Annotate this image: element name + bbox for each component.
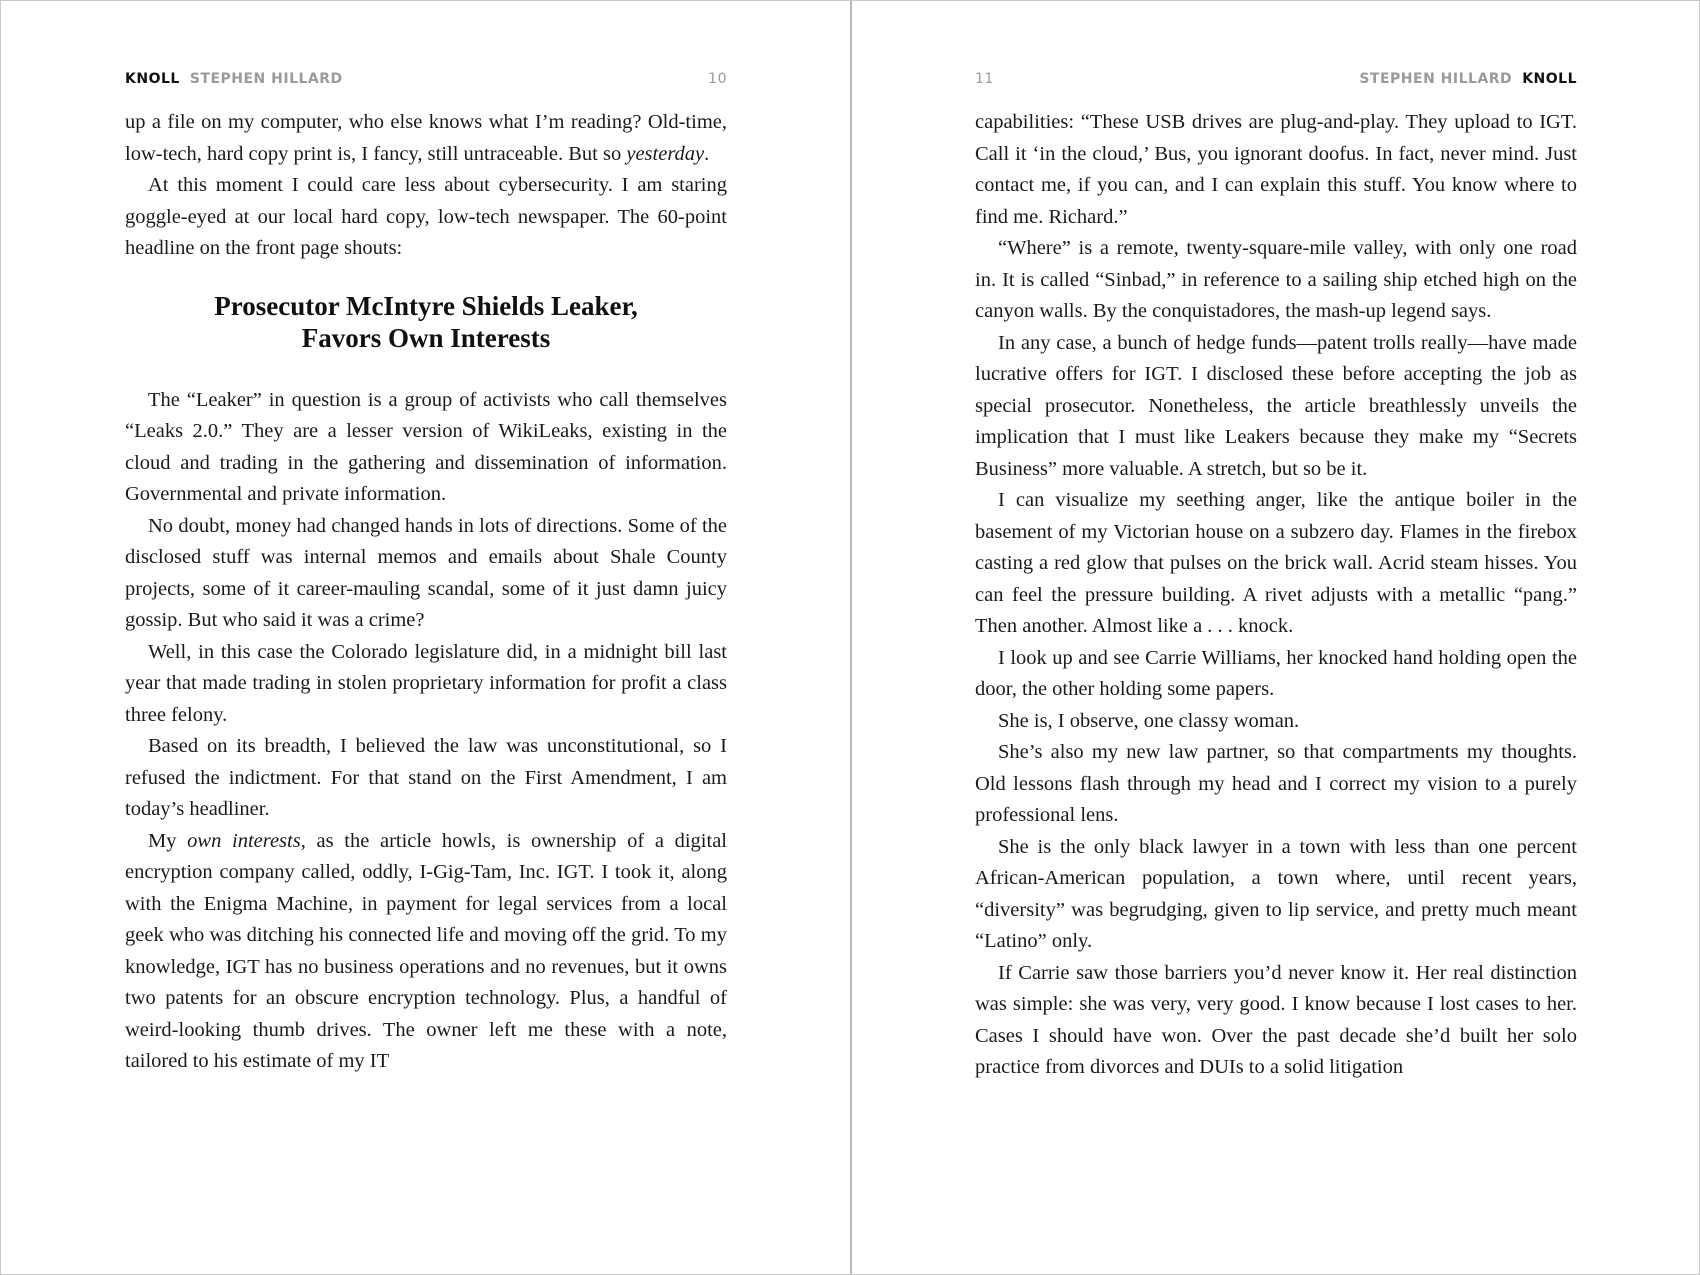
paragraph: She’s also my new law partner, so that compartments my thoughts. Old lessons flash through my head and I correct my vision to a purely professional lens. — [975, 741, 1577, 826]
newspaper-headline — [125, 290, 727, 354]
headline-line: Favors Own Interests — [301, 322, 551, 353]
running-head-title-group — [1359, 71, 1577, 87]
paragraph-text: , as the article howls, is ownership of a digital encryption company called, oddly, I-Gig-Tam, Inc. IGT. I took it, along with the Enigma Machine, in payment for legal services from a local geek who was ditching his connected life and moving off the grid. To my knowledge, IGT has no business operations and no revenues, but it owns two patents for an obscure encryption technology. Plus, a handful of weird-looking thumb drives. The owner left me these with a note, tailored to his estimate of my IT — [125, 829, 727, 1072]
right-page — [852, 1, 1700, 1274]
paragraph: I look up and see Carrie Williams, her knocked hand holding open the door, the other holding some papers. — [975, 646, 1577, 700]
headline-line: Prosecutor McIntyre Shields Leaker, — [214, 290, 638, 321]
paragraph: I can visualize my seething anger, like the antique boiler in the basement of my Victorian house on a subzero day. Flames in the firebox casting a red glow that pulses on the brick wall. Acrid steam hisses. You can feel the pressure building. A rivet adjusts with a metallic “pang.” Then another. Almost like a . . . knock. — [975, 489, 1577, 637]
author-name: STEPHEN HILLARD — [1359, 71, 1513, 87]
paragraph — [125, 826, 727, 1078]
running-head-right — [975, 69, 1577, 89]
paragraph: No doubt, money had changed hands in lots of directions. Some of the disclosed stuff was internal memos and emails about Shale County projects, some of it career-mauling scandal, some of it just damn juicy gossip. But who said it was a crime? — [125, 514, 727, 631]
paragraph: Based on its breadth, I believed the law was unconstitutional, so I refused the indictment. For that stand on the First Amendment, I am today’s headliner. — [125, 735, 727, 820]
paragraph: “Where” is a remote, twenty-square-mile valley, with only one road in. It is called “Sinbad,” in reference to a sailing ship etched high on the canyon walls. By the conquistadores, the mash-up legend says. — [975, 237, 1577, 322]
running-head-title-group — [125, 71, 343, 87]
italic-text: yesterday — [626, 142, 705, 165]
page-number: 10 — [708, 71, 727, 87]
paragraph: In any case, a bunch of hedge funds—patent trolls really—have made lucrative offers for IGT. I disclosed these before accepting the job as special prosecutor. Nonetheless, the article breathlessly unveils the implication that I must like Leakers because they make my “Secrets Business” more valuable. A stretch, but so be it. — [975, 331, 1577, 480]
book-title: KNOLL — [1522, 71, 1577, 87]
paragraph — [125, 107, 727, 170]
italic-text: own interests — [187, 829, 301, 852]
paragraph-text: . — [704, 142, 710, 165]
paragraph-text: My — [148, 829, 188, 852]
paragraph: capabilities: “These USB drives are plug-and-play. They upload to IGT. Call it ‘in the cloud,’ Bus, you ignorant doofus. In fact, never mind. Just contact me, if you can, and I can explain this stuff. You know where to find me. Richard.” — [975, 111, 1577, 228]
body-text-left — [125, 107, 727, 1078]
left-page — [1, 1, 850, 1274]
running-head-left — [125, 69, 727, 89]
paragraph: At this moment I could care less about cybersecurity. I am staring goggle-eyed at our local hard copy, low-tech newspaper. The 60-point headline on the front page shouts: — [125, 174, 727, 259]
paragraph: If Carrie saw those barriers you’d never know it. Her real distinction was simple: she was very, very good. I know because I lost cases to her. Cases I should have won. Over the past decade she’d built her solo practice from divorces and DUIs to a solid litigation — [975, 961, 1577, 1078]
paragraph: Well, in this case the Colorado legislature did, in a midnight bill last year that made trading in stolen proprietary information for profit a class three felony. — [125, 640, 727, 726]
author-name: STEPHEN HILLARD — [189, 71, 343, 87]
page-number: 11 — [975, 71, 994, 87]
book-title: KNOLL — [125, 71, 180, 87]
paragraph-text: up a file on my computer, who else knows what I’m reading? Old-time, low-tech, hard copy print is, I fancy, still untraceable. But so — [125, 111, 727, 165]
paragraph: The “Leaker” in question is a group of activists who call themselves “Leaks 2.0.” They are a lesser version of WikiLeaks, existing in the cloud and trading in the gathering and dissemination of information. Governmental and private information. — [125, 388, 727, 505]
body-text-right — [975, 107, 1577, 1084]
paragraph: She is, I observe, one classy woman. — [998, 709, 1300, 732]
paragraph: She is the only black lawyer in a town with less than one percent African-American population, a town where, until recent years, “diversity” was begrudging, given to lip service, and pretty much meant “Latino” only. — [975, 835, 1577, 952]
